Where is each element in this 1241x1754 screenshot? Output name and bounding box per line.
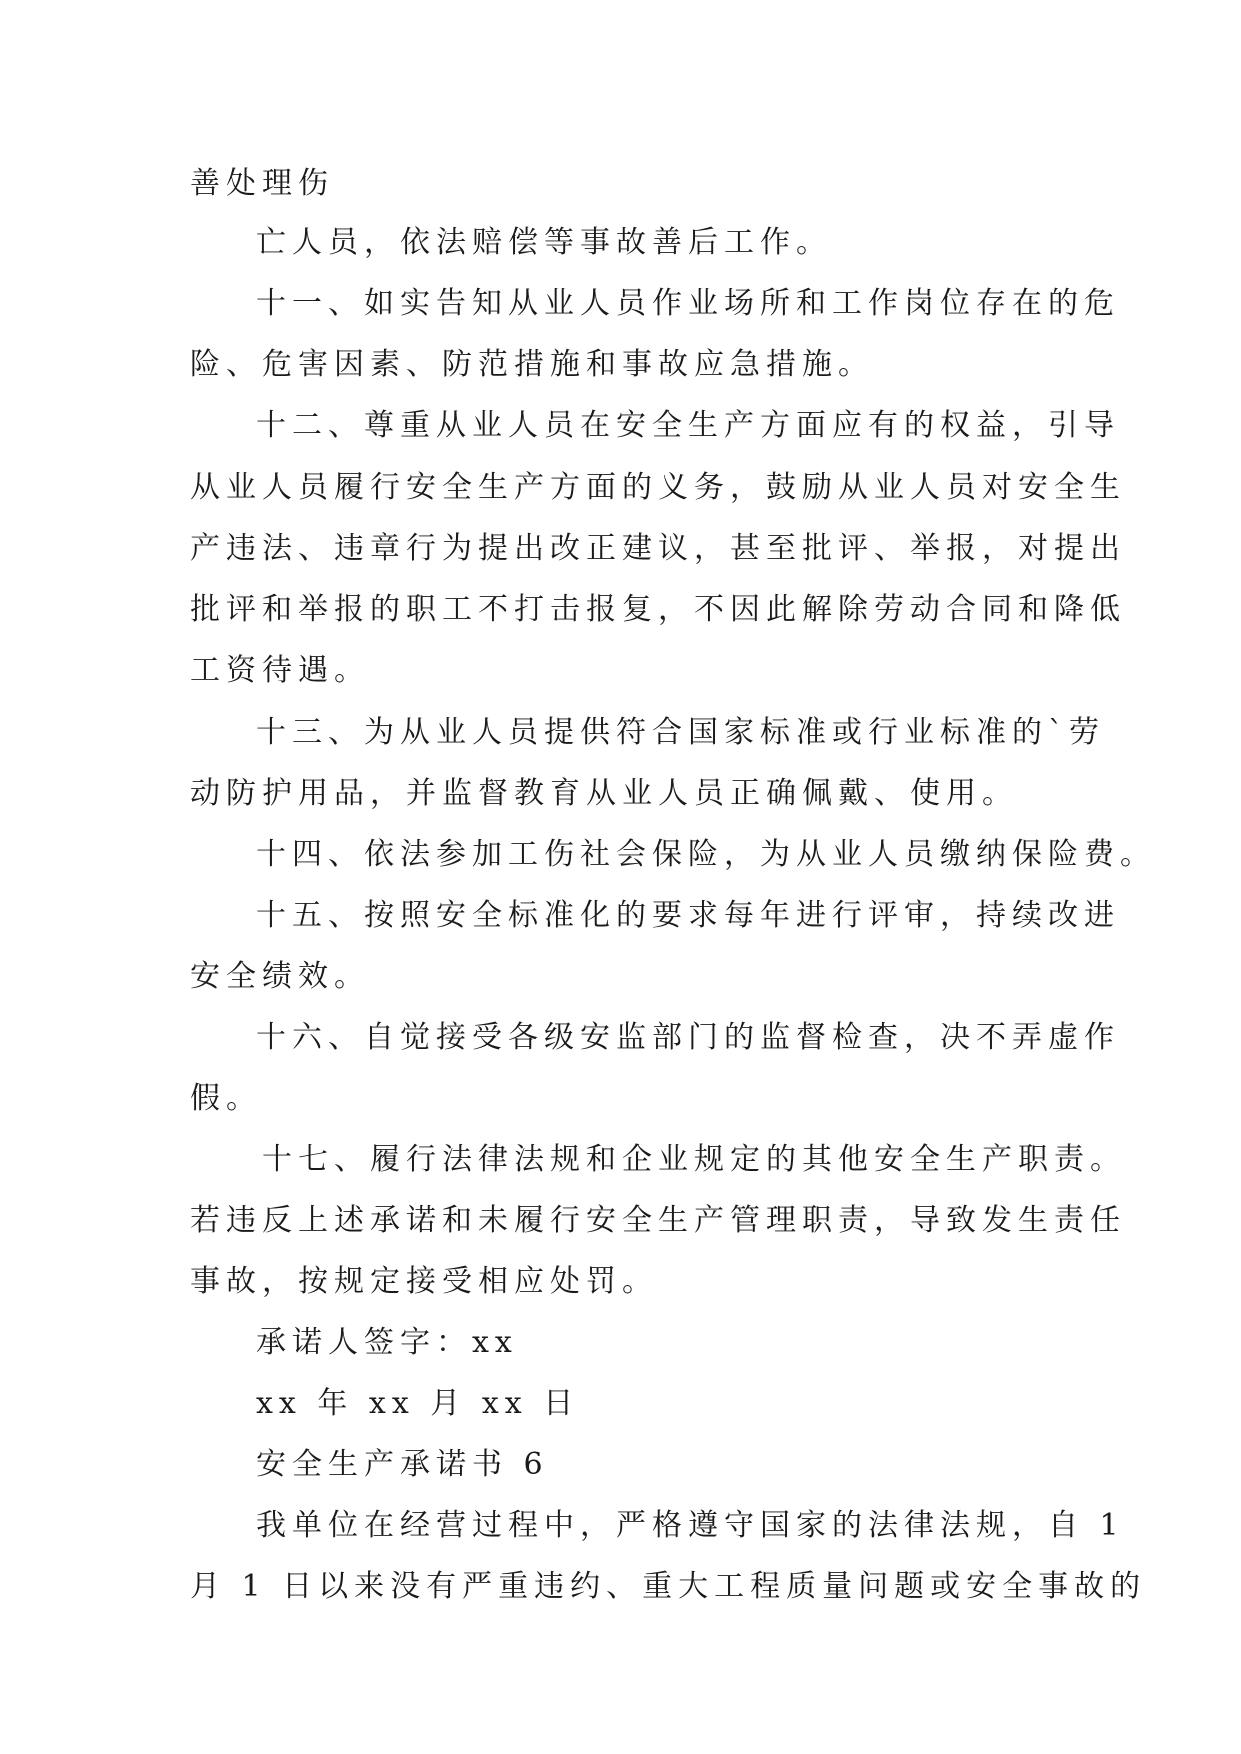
text-line: 险、危害因素、防范措施和事故应急措施。 <box>190 347 874 382</box>
text-line: 产违法、违章行为提出改正建议，甚至批评、举报，对提出 <box>190 531 1126 566</box>
text-line: 十四、依法参加工伤社会保险，为从业人员缴纳保险费。 <box>256 837 1156 872</box>
text-line: xx 年 xx 月 xx 日 <box>256 1386 580 1421</box>
text-line: 若违反上述承诺和未履行安全生产管理职责，导致发生责任 <box>190 1203 1126 1238</box>
text-line: 亡人员，依法赔偿等事故善后工作。 <box>256 225 832 260</box>
text-line: 十七、履行法律法规和企业规定的其他安全生产职责。 <box>262 1142 1126 1177</box>
text-line: 假。 <box>190 1081 262 1116</box>
text-line: 善处理伤 <box>190 166 334 201</box>
text-line: 事故，按规定接受相应处罚。 <box>190 1264 658 1299</box>
text-line: 动防护用品，并监督教育从业人员正确佩戴、使用。 <box>190 776 1018 811</box>
text-line: 我单位在经营过程中，严格遵守国家的法律法规，自 1 <box>256 1508 1125 1543</box>
text-line: 十五、按照安全标准化的要求每年进行评审，持续改进 <box>256 898 1120 933</box>
text-line: 承诺人签字：xx <box>256 1325 518 1360</box>
text-line: 月 1 日以来没有严重违约、重大工程质量问题或安全事故的 <box>190 1569 1147 1604</box>
text-line: 十一、如实告知从业人员作业场所和工作岗位存在的危 <box>256 286 1120 321</box>
text-line: 批评和举报的职工不打击报复，不因此解除劳动合同和降低 <box>190 592 1126 627</box>
text-line: 十三、为从业人员提供符合国家标准或行业标准的`劳 <box>256 715 1105 750</box>
text-line: 安全绩效。 <box>190 959 370 994</box>
text-line: 从业人员履行安全生产方面的义务，鼓励从业人员对安全生 <box>190 470 1126 505</box>
text-line: 十二、尊重从业人员在安全生产方面应有的权益，引导 <box>256 408 1120 443</box>
text-line: 安全生产承诺书 6 <box>256 1447 549 1482</box>
text-line: 十六、自觉接受各级安监部门的监督检查，决不弄虚作 <box>256 1020 1120 1055</box>
text-line: 工资待遇。 <box>190 653 370 688</box>
